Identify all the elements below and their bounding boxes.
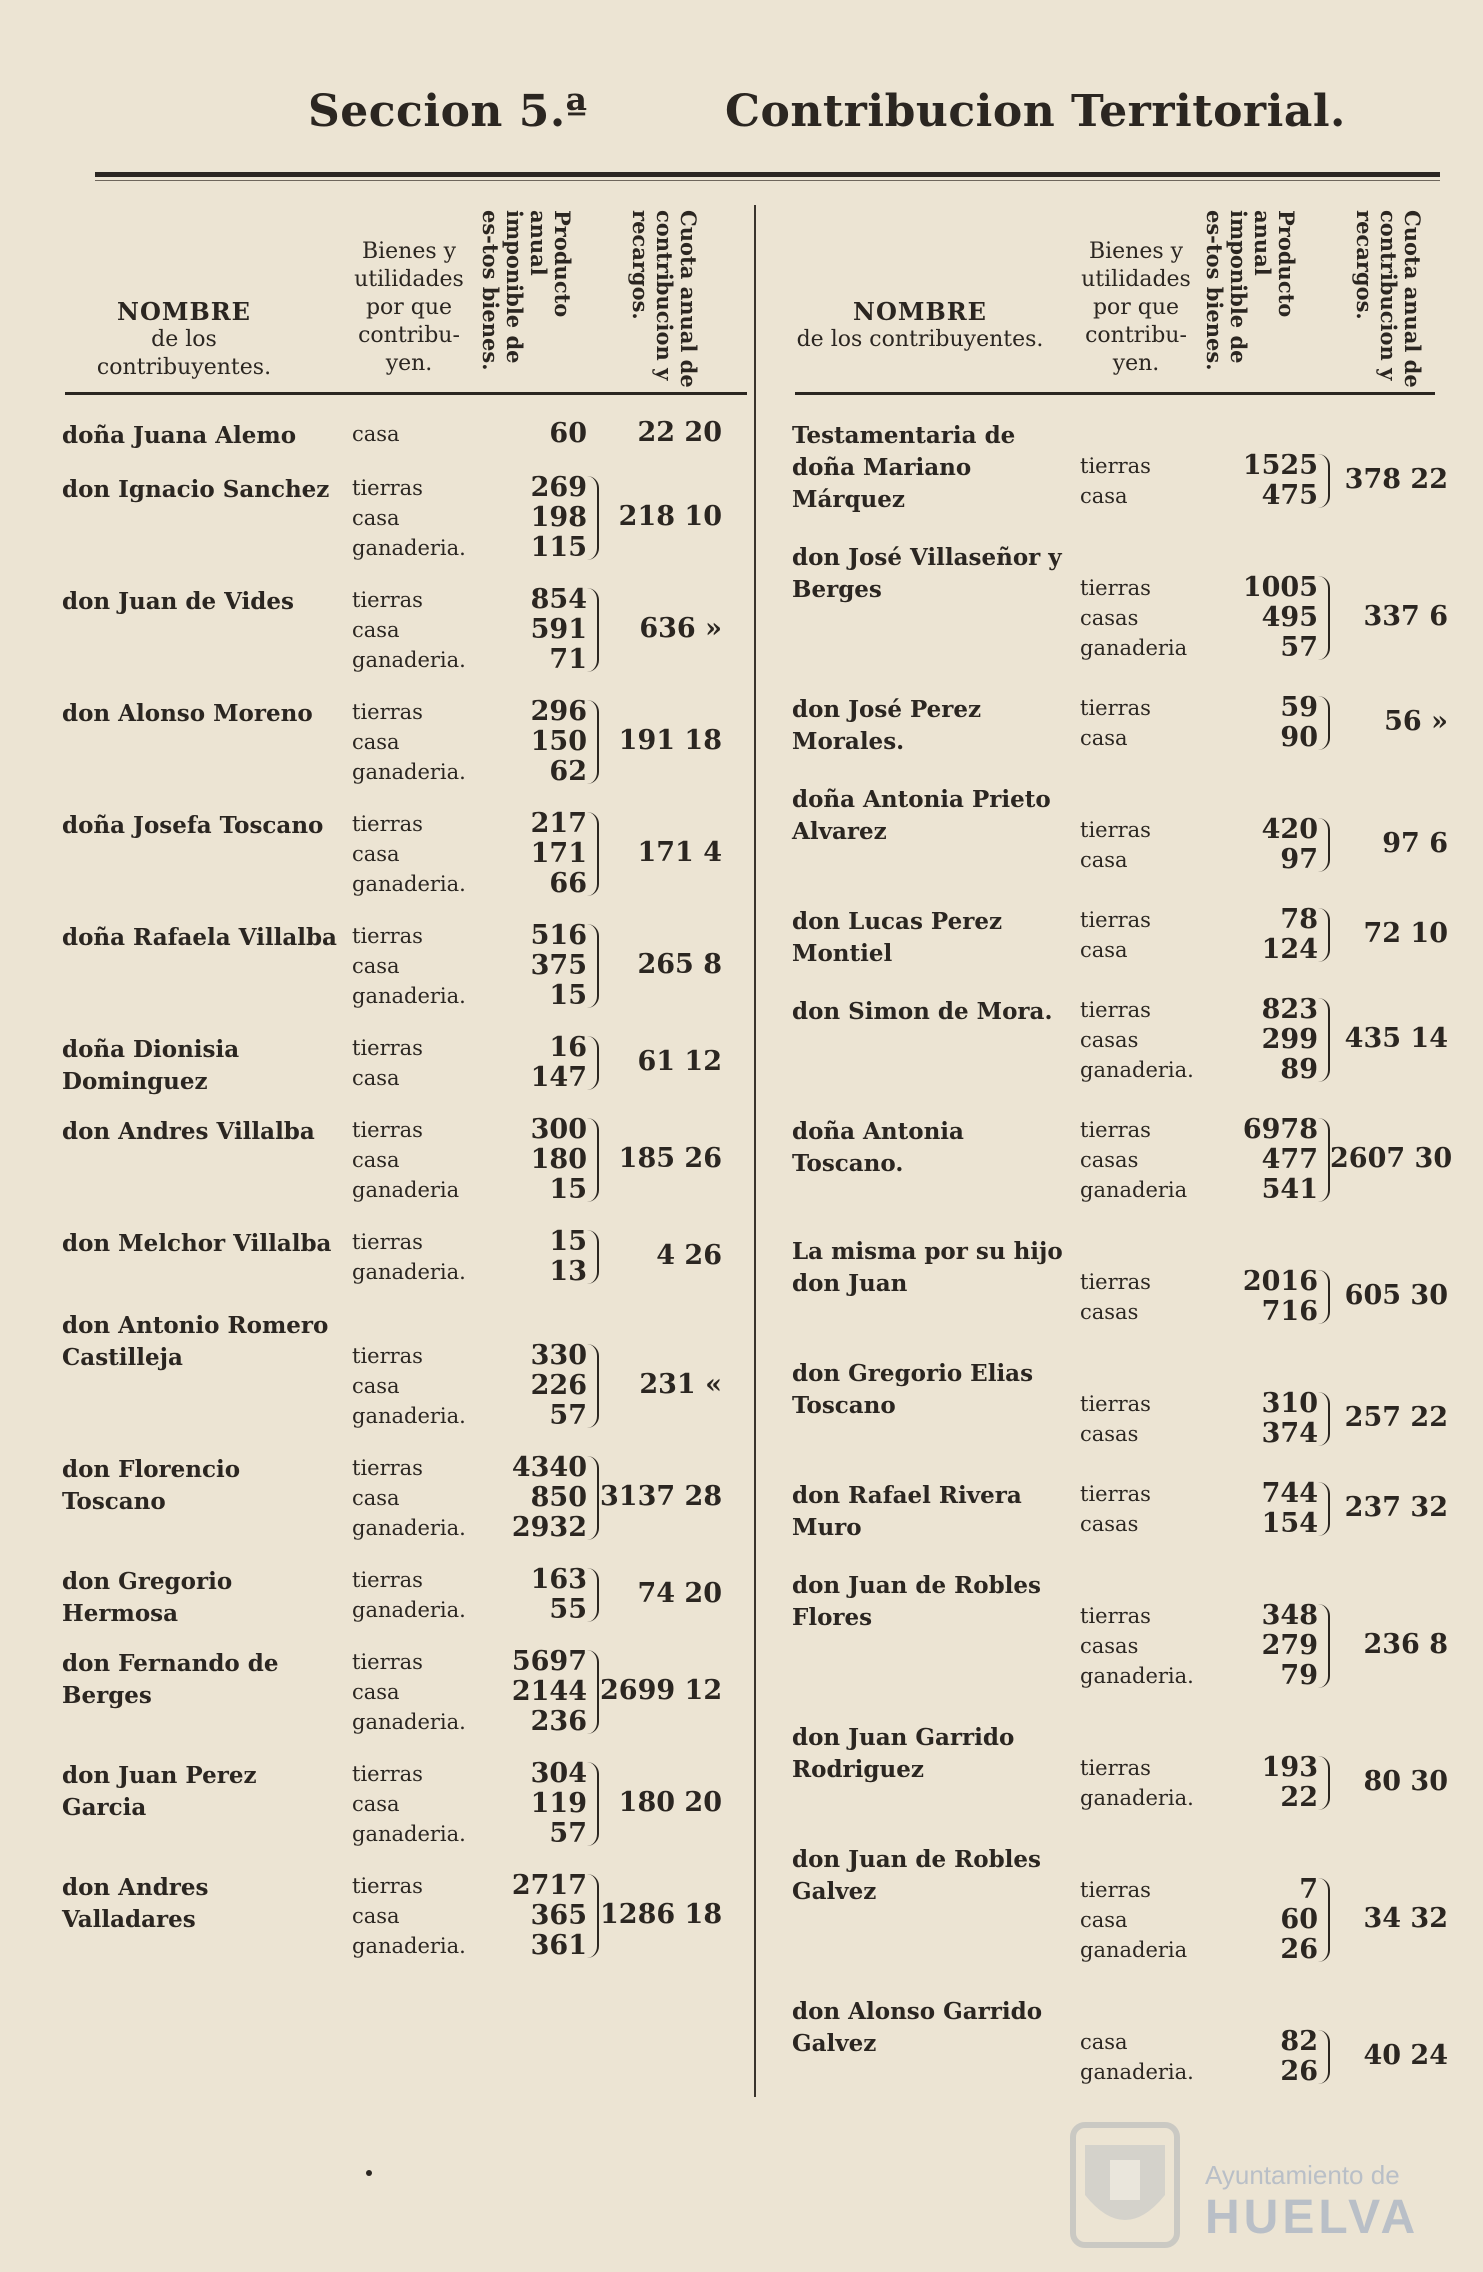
contributor-name: doña Rafaela Villalba: [62, 924, 337, 951]
grouping-brace: [1318, 1878, 1330, 1962]
asset-label: ganaderia: [1080, 1938, 1188, 1962]
asset-value: 171: [530, 838, 587, 869]
asset-value: 89: [1280, 1054, 1318, 1085]
asset-label: ganaderia.: [352, 1260, 466, 1284]
contributor-name: don Juan Perez Garcia: [62, 1762, 257, 1821]
asset-value: 115: [530, 532, 587, 563]
grouping-brace: [1318, 1118, 1330, 1202]
asset-label: ganaderia.: [352, 536, 466, 560]
asset-value: 2144: [511, 1676, 587, 1707]
contributor-name: don Rafael Rivera Muro: [792, 1482, 1022, 1541]
watermark-line1: Ayuntamiento de: [1205, 2160, 1400, 2190]
asset-value: 26: [1280, 2056, 1318, 2087]
asset-label: casa: [352, 954, 400, 978]
asset-value: 226: [530, 1370, 587, 1401]
contributor-name: don Andres Villalba: [62, 1118, 315, 1145]
asset-label: casa: [352, 1792, 400, 1816]
asset-label: tierras: [1080, 1756, 1151, 1780]
asset-label: casa: [1080, 2030, 1128, 2054]
grouping-brace: [1318, 2030, 1330, 2084]
header-name-label: NOMBRE: [853, 297, 987, 326]
asset-value: 1525: [1242, 450, 1318, 481]
contributor-name: doña Dionisia Dominguez: [62, 1036, 240, 1095]
asset-label: tierras: [1080, 1482, 1151, 1506]
contributor-name: don Gregorio Elias Toscano: [792, 1360, 1034, 1419]
watermark-line2: HUELVA: [1205, 2191, 1420, 2244]
contribution-quota: 72 10: [1363, 918, 1448, 949]
top-rule-thin: [95, 180, 1440, 181]
asset-value: 150: [530, 726, 587, 757]
asset-value: 420: [1261, 814, 1318, 845]
grouping-brace: [587, 1344, 599, 1428]
asset-label: ganaderia.: [352, 1516, 466, 1540]
asset-value: 6978: [1242, 1114, 1318, 1145]
asset-value: 57: [549, 1400, 587, 1431]
column-divider: [754, 205, 756, 2097]
asset-value: 475: [1261, 480, 1318, 511]
left-header-quota: Cuota anual de contribucion y recargos.: [628, 210, 701, 388]
asset-value: 2016: [1242, 1266, 1318, 1297]
grouping-brace: [1318, 576, 1330, 660]
asset-label: ganaderia: [1080, 636, 1188, 660]
asset-value: 78: [1280, 904, 1318, 935]
contributor-name: don Ignacio Sanchez: [62, 476, 330, 503]
asset-value: 22: [1280, 1782, 1318, 1813]
contribution-quota: 337 6: [1363, 601, 1448, 632]
asset-value: 300: [530, 1114, 587, 1145]
asset-label: casa: [352, 506, 400, 530]
contributor-name: doña Juana Alemo: [62, 422, 297, 449]
contributor-name: don Juan de Robles Flores: [792, 1572, 1041, 1631]
top-rule: [95, 172, 1440, 177]
asset-label: tierras: [352, 1874, 423, 1898]
contributor-name: don Andres Valladares: [62, 1874, 209, 1933]
contribution-quota: 218 10: [618, 501, 722, 532]
asset-label: ganaderia.: [352, 1404, 466, 1428]
asset-label: ganaderia.: [1080, 1058, 1194, 1082]
asset-label: ganaderia.: [352, 1598, 466, 1622]
contributor-name: don Melchor Villalba: [62, 1230, 332, 1257]
asset-label: casa: [352, 1148, 400, 1172]
asset-value: 180: [530, 1144, 587, 1175]
grouping-brace: [1318, 1482, 1330, 1536]
asset-value: 59: [1280, 692, 1318, 723]
asset-value: 119: [530, 1788, 587, 1819]
grouping-brace: [587, 1118, 599, 1202]
asset-label: tierras: [1080, 1604, 1151, 1628]
contributor-name: don Juan de Vides: [62, 588, 294, 615]
contribution-quota: 378 22: [1344, 464, 1448, 495]
contribution-quota: 185 26: [618, 1143, 722, 1174]
asset-label: casa: [352, 618, 400, 642]
contribution-quota: 3137 28: [600, 1481, 723, 1512]
asset-value: 57: [549, 1818, 587, 1849]
asset-label: casa: [352, 1066, 400, 1090]
asset-label: casa: [352, 842, 400, 866]
grouping-brace: [1318, 1756, 1330, 1810]
asset-value: 361: [530, 1930, 587, 1961]
asset-value: 296: [530, 696, 587, 727]
asset-label: casa: [352, 1904, 400, 1928]
contribution-quota: 97 6: [1382, 828, 1448, 859]
left-header-rule: [65, 392, 747, 395]
contributor-name: La misma por su hijo don Juan: [792, 1238, 1063, 1297]
asset-value: 365: [530, 1900, 587, 1931]
contribution-quota: 236 8: [1363, 1629, 1448, 1660]
asset-value: 495: [1261, 602, 1318, 633]
contribution-quota: 56 »: [1384, 706, 1448, 737]
grouping-brace: [587, 1874, 599, 1958]
contribution-quota: 34 32: [1363, 1903, 1448, 1934]
asset-value: 15: [549, 1226, 587, 1257]
asset-value: 198: [530, 502, 587, 533]
asset-label: casas: [1080, 1148, 1139, 1172]
contribution-quota: 80 30: [1363, 1766, 1448, 1797]
right-header-name: [790, 298, 1050, 354]
grouping-brace: [1318, 1604, 1330, 1688]
asset-label: ganaderia.: [1080, 1664, 1194, 1688]
grouping-brace: [587, 812, 599, 896]
asset-label: casa: [1080, 726, 1128, 750]
grouping-brace: [1318, 454, 1330, 508]
grouping-brace: [1318, 1270, 1330, 1324]
contribution-quota: 180 20: [618, 1787, 722, 1818]
asset-value: 154: [1261, 1508, 1318, 1539]
contribution-quota: 74 20: [637, 1578, 722, 1609]
contribution-quota: 1286 18: [600, 1899, 723, 1930]
asset-label: casa: [352, 1486, 400, 1510]
asset-label: ganaderia.: [352, 760, 466, 784]
page-title: Contribucion Territorial.: [725, 86, 1346, 137]
asset-label: tierras: [352, 1344, 423, 1368]
asset-value: 57: [1280, 632, 1318, 663]
asset-label: tierras: [1080, 1270, 1151, 1294]
contributor-name: don Antonio Romero Castilleja: [62, 1312, 329, 1371]
left-header-name: [62, 298, 306, 382]
asset-label: tierras: [1080, 454, 1151, 478]
contribution-quota: 231 «: [639, 1369, 722, 1400]
asset-label: tierras: [1080, 576, 1151, 600]
asset-label: casa: [352, 1374, 400, 1398]
asset-label: casa: [1080, 938, 1128, 962]
asset-label: tierras: [352, 1568, 423, 1592]
grouping-brace: [587, 1230, 599, 1284]
contributor-name: Testamentaria de doña Mariano Márquez: [792, 422, 1016, 513]
grouping-brace: [1318, 696, 1330, 750]
contributor-name: don Alonso Garrido Galvez: [792, 1998, 1043, 2057]
contributor-name: don Alonso Moreno: [62, 700, 313, 727]
contributor-name: doña Josefa Toscano: [62, 812, 324, 839]
asset-label: ganaderia.: [352, 648, 466, 672]
asset-label: tierras: [352, 812, 423, 836]
asset-value: 217: [530, 808, 587, 839]
asset-value: 854: [530, 584, 587, 615]
asset-value: 147: [530, 1062, 587, 1093]
asset-value: 279: [1261, 1630, 1318, 1661]
asset-label: tierras: [352, 1036, 423, 1060]
asset-value: 2932: [511, 1512, 587, 1543]
contribution-quota: 40 24: [1363, 2040, 1448, 2071]
grouping-brace: [587, 1036, 599, 1090]
header-name-sub: de los contribuyentes.: [796, 327, 1044, 352]
contributor-name: don Florencio Toscano: [62, 1456, 241, 1515]
contributor-name: don Juan de Robles Galvez: [792, 1846, 1041, 1905]
contribution-quota: 237 32: [1344, 1492, 1448, 1523]
asset-value: 5697: [511, 1646, 587, 1677]
grouping-brace: [1318, 908, 1330, 962]
grouping-brace: [587, 1650, 599, 1734]
asset-label: tierras: [1080, 908, 1151, 932]
contributor-name: don Simon de Mora.: [792, 998, 1053, 1025]
contributor-name: don Juan Garrido Rodriguez: [792, 1724, 1015, 1783]
left-header-goods: Bienes y utilidades por que contribu-yen.: [354, 239, 464, 376]
asset-value: 541: [1261, 1174, 1318, 1205]
contribution-quota: 61 12: [637, 1046, 722, 1077]
asset-label: tierras: [352, 1118, 423, 1142]
asset-value: 269: [530, 472, 587, 503]
ink-dot: [366, 2170, 372, 2176]
asset-label: casa: [352, 422, 400, 446]
grouping-brace: [587, 476, 599, 560]
asset-value: 13: [549, 1256, 587, 1287]
asset-value: 375: [530, 950, 587, 981]
section-number: Seccion 5.ª: [308, 86, 588, 137]
asset-label: casas: [1080, 1634, 1139, 1658]
grouping-brace: [1318, 818, 1330, 872]
asset-label: tierras: [1080, 696, 1151, 720]
contribution-quota: 435 14: [1344, 1023, 1448, 1054]
asset-value: 62: [549, 756, 587, 787]
asset-value: 591: [530, 614, 587, 645]
right-header-rule: [795, 392, 1435, 395]
asset-label: tierras: [1080, 818, 1151, 842]
asset-label: ganaderia.: [352, 1710, 466, 1734]
grouping-brace: [587, 1568, 599, 1622]
contribution-quota: 257 22: [1344, 1402, 1448, 1433]
asset-value: 516: [530, 920, 587, 951]
header-name-label: NOMBRE: [117, 297, 251, 326]
asset-value: 4340: [511, 1452, 587, 1483]
asset-label: casa: [1080, 848, 1128, 872]
asset-label: tierras: [352, 588, 423, 612]
right-header-quota: Cuota anual de contribucion y recargos.: [1352, 210, 1425, 388]
asset-label: casas: [1080, 1300, 1139, 1324]
contribution-quota: 636 »: [639, 613, 722, 644]
asset-value: 79: [1280, 1660, 1318, 1691]
asset-value: 193: [1261, 1752, 1318, 1783]
contributor-name: doña Antonia Toscano.: [792, 1118, 964, 1177]
asset-label: tierras: [352, 1230, 423, 1254]
asset-label: tierras: [352, 1456, 423, 1480]
asset-value: 55: [549, 1594, 587, 1625]
contributor-name: don José Perez Morales.: [792, 696, 982, 755]
asset-value: 310: [1261, 1388, 1318, 1419]
asset-value: 82: [1280, 2026, 1318, 2057]
asset-label: casas: [1080, 606, 1139, 630]
contribution-quota: 4 26: [656, 1240, 722, 1271]
asset-value: 124: [1261, 934, 1318, 965]
asset-label: casas: [1080, 1028, 1139, 1052]
header-name-sub: de los contribuyentes.: [96, 327, 272, 380]
asset-value: 299: [1261, 1024, 1318, 1055]
asset-label: tierras: [352, 1762, 423, 1786]
asset-value: 97: [1280, 844, 1318, 875]
contributor-name: don José Villaseñor y Berges: [792, 544, 1062, 603]
contribution-quota: 171 4: [637, 837, 722, 868]
asset-label: ganaderia: [1080, 1178, 1188, 1202]
asset-label: casas: [1080, 1512, 1139, 1536]
asset-value: 26: [1280, 1934, 1318, 1965]
asset-value: 823: [1261, 994, 1318, 1025]
huelva-crest-icon: [1065, 2115, 1185, 2255]
asset-value: 90: [1280, 722, 1318, 753]
asset-value: 2717: [511, 1870, 587, 1901]
contribution-quota: 265 8: [637, 949, 722, 980]
asset-value: 7: [1299, 1874, 1318, 1905]
asset-label: tierras: [1080, 1878, 1151, 1902]
asset-label: ganaderia.: [1080, 1786, 1194, 1810]
asset-value: 1005: [1242, 572, 1318, 603]
grouping-brace: [587, 588, 599, 672]
grouping-brace: [1318, 998, 1330, 1082]
contributor-name: don Fernando de Berges: [62, 1650, 279, 1709]
asset-value: 374: [1261, 1418, 1318, 1449]
contributor-name: don Lucas Perez Montiel: [792, 908, 1003, 967]
asset-value: 716: [1261, 1296, 1318, 1327]
contributor-name: don Gregorio Hermosa: [62, 1568, 233, 1627]
contributor-name: doña Antonia Prieto Alvarez: [792, 786, 1051, 845]
asset-value: 348: [1261, 1600, 1318, 1631]
asset-label: ganaderia.: [352, 984, 466, 1008]
asset-label: ganaderia.: [1080, 2060, 1194, 2084]
asset-value: 163: [530, 1564, 587, 1595]
asset-label: casa: [352, 1680, 400, 1704]
grouping-brace: [587, 1456, 599, 1540]
asset-value: 477: [1261, 1144, 1318, 1175]
contribution-quota: 191 18: [618, 725, 722, 756]
asset-value: 15: [549, 1174, 587, 1205]
asset-label: tierras: [352, 700, 423, 724]
asset-value: 60: [1280, 1904, 1318, 1935]
asset-value: 850: [530, 1482, 587, 1513]
asset-label: tierras: [1080, 1392, 1151, 1416]
asset-label: casa: [352, 730, 400, 754]
asset-label: tierras: [352, 1650, 423, 1674]
asset-value: 60: [549, 418, 587, 449]
contribution-quota: 22 20: [637, 417, 722, 448]
contribution-quota: 605 30: [1344, 1280, 1448, 1311]
asset-value: 330: [530, 1340, 587, 1371]
asset-label: casa: [1080, 484, 1128, 508]
asset-value: 16: [549, 1032, 587, 1063]
grouping-brace: [1318, 1392, 1330, 1446]
right-header-goods: Bienes y utilidades por que contribu-yen.: [1081, 239, 1191, 376]
asset-label: tierras: [352, 476, 423, 500]
asset-label: ganaderia.: [352, 1934, 466, 1958]
asset-label: casa: [1080, 1908, 1128, 1932]
asset-value: 66: [549, 868, 587, 899]
asset-value: 236: [530, 1706, 587, 1737]
asset-value: 744: [1261, 1478, 1318, 1509]
asset-label: casas: [1080, 1422, 1139, 1446]
asset-value: 304: [530, 1758, 587, 1789]
contribution-quota: 2607 30: [1330, 1143, 1453, 1174]
right-header-product: Producto anual imponible de es-tos bienes.: [1202, 210, 1299, 371]
asset-label: tierras: [352, 924, 423, 948]
asset-value: 15: [549, 980, 587, 1011]
contribution-quota: 2699 12: [600, 1675, 723, 1706]
grouping-brace: [587, 924, 599, 1008]
asset-label: ganaderia: [352, 1178, 460, 1202]
left-header-product: Producto anual imponible de es-tos bienes.: [478, 210, 575, 371]
asset-label: tierras: [1080, 1118, 1151, 1142]
asset-label: ganaderia.: [352, 1822, 466, 1846]
grouping-brace: [587, 700, 599, 784]
asset-value: 71: [549, 644, 587, 675]
asset-label: tierras: [1080, 998, 1151, 1022]
grouping-brace: [587, 1762, 599, 1846]
asset-label: ganaderia.: [352, 872, 466, 896]
